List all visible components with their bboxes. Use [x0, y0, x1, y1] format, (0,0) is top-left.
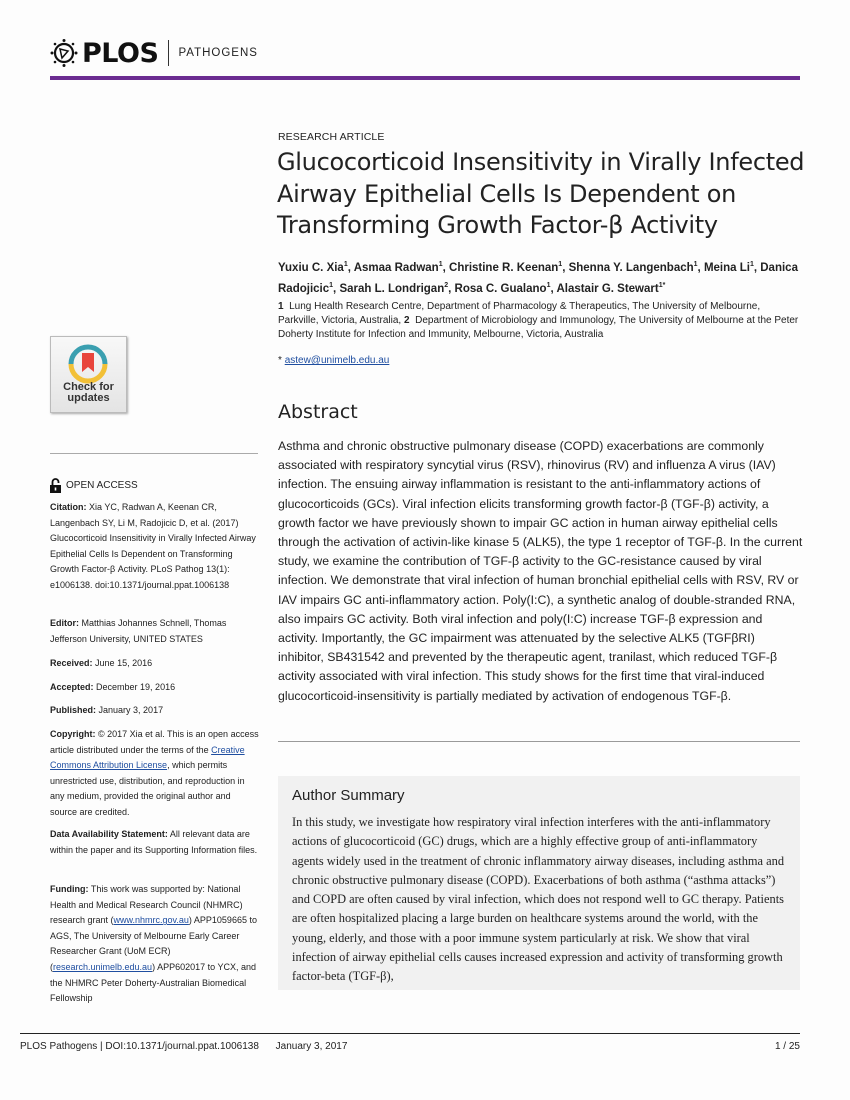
- author-name: Meina Li$^1$: [703, 261, 754, 274]
- sidebar-divider: [50, 453, 258, 454]
- license-link[interactable]: Creative Commons Attribution License: [50, 744, 245, 771]
- author-affiliation-marker: 1: [546, 281, 551, 289]
- author-name: Asmaa Radwan$^1$: [353, 261, 443, 274]
- published-label: Published:: [50, 705, 97, 715]
- logo-divider: [168, 40, 169, 66]
- accepted-label: Accepted:: [50, 682, 94, 692]
- affiliations: [278, 300, 803, 342]
- author-name: Sarah L. Londrigan$^2$: [339, 281, 449, 295]
- author-name: Shenna Y. Langenbach$^1$: [568, 261, 698, 274]
- citation-label: Citation:: [50, 502, 87, 512]
- nhmrc-link[interactable]: www.nhmrc.gov.au: [113, 915, 189, 926]
- data-availability-label: Data Availability Statement:: [50, 829, 168, 839]
- crossmark-icon: [66, 342, 110, 386]
- author-affiliation-marker: 1: [343, 261, 348, 268]
- unimelb-research-link[interactable]: research.unimelb.edu.au: [53, 961, 153, 972]
- copyright-text: © 2017 Xia et al. This is an open access article distributed under the terms of the: [50, 729, 259, 755]
- crossmark-label-2: updates: [67, 392, 110, 404]
- author-affiliation-marker: 1: [329, 281, 334, 289]
- funding: [50, 882, 260, 1007]
- copyright-text-end: , which permits unrestricted use, distribution, and reproduction in any medium, provided the original author and source are credited.: [50, 760, 245, 817]
- author-name: Rosa C. Gualano$^1$: [454, 281, 551, 295]
- header-rule: [50, 76, 800, 80]
- affiliation-number: 2: [403, 315, 410, 326]
- footer-rule: [20, 1033, 800, 1034]
- article-title: Glucocorticoid Insensitivity in Virally Infected Airway Epithelial Cells Is Dependent on Transforming Growth Factor-β Activity: [277, 148, 805, 239]
- author-affiliation-marker: 1: [558, 261, 563, 268]
- accepted-value: December 19, 2016: [96, 682, 176, 692]
- plos-logo-icon: [49, 38, 79, 68]
- affiliation-text: Lung Health Research Centre, Department of Pharmacology & Therapeutics, The University of Melbourne, Parkville, Victoria, Australia,: [278, 301, 761, 326]
- received-date: [50, 656, 260, 672]
- corresponding-marker: *: [278, 355, 282, 366]
- page-number: 1 / 25: [774, 1041, 800, 1052]
- author-name: Yuxiu C. Xia$^1$: [278, 261, 348, 274]
- author-name: Danica Radojicic$^1$: [278, 261, 798, 295]
- funding-text: ) APP602017 to YCX, and the NHMRC Peter Doherty-Australian Biomedical Fellowship: [50, 961, 256, 1004]
- author-affiliation-marker: 1*: [658, 281, 666, 289]
- author-affiliation-marker: 1: [693, 261, 698, 268]
- author-name: Christine R. Keenan$^1$: [449, 261, 563, 274]
- affiliation-number: 1: [278, 301, 284, 312]
- copyright-label: Copyright:: [50, 729, 96, 739]
- author-list: Yuxiu C. Xia$^1$, Asmaa Radwan$^1$, Christine R. Keenan$^1$, Shenna Y. Langenbach$^1$, Meina Li$^1$, Danica Radojicic$^1$, Sarah L. Londrigan$^2$, Rosa C. Gualano$^1$, Alastair G. Stewart$^{1*}$: [278, 261, 798, 295]
- author-affiliation-marker: 1: [438, 261, 443, 268]
- author-name: Alastair G. Stewart$^{1*}$: [556, 281, 666, 295]
- funding-label: Funding:: [50, 884, 89, 894]
- open-access-badge: [50, 478, 138, 493]
- accepted-date: [50, 680, 260, 696]
- data-availability: [50, 827, 260, 858]
- published-date: [50, 703, 260, 719]
- article-type: RESEARCH ARTICLE: [278, 131, 385, 143]
- author-summary-text: In this study, we investigate how respiratory viral infection interferes with the anti-inflammatory actions of glucocorticoid (GC) drugs, which are a highly effective group of anti-inflammatory agents widely used in the treatment of chronic inflammatory airway diseases, including asthma and chronic obstructive pulmonary disease (COPD). Exacerbations of both asthma (“asthma attacks”) and COPD are often caused by viral infection, which does not respond well to GC therapy. Patients are often hospitalized placing a large burden on healthcare systems around the world, with the young, elderly, and those with a poor immune system particularly at risk. We show that viral infection of airway epithelial cells causes increased expression and activity of transforming growth factor-beta (TGF-β),: [292, 815, 785, 984]
- citation: [50, 500, 260, 594]
- abstract-divider: [278, 741, 800, 742]
- footer-citation: [20, 1041, 347, 1052]
- email-link[interactable]: astew@unimelb.edu.au: [284, 355, 390, 366]
- author-summary-box: [278, 776, 800, 990]
- funding-text: ) APP1059665 to AGS, The University of Melbourne Early Career Researcher Grant (UoM ECR) (: [50, 915, 257, 972]
- copyright: [50, 727, 260, 821]
- received-label: Received:: [50, 658, 93, 668]
- published-value: January 3, 2017: [98, 705, 164, 715]
- footer-date: January 3, 2017: [275, 1041, 348, 1052]
- footer-journal-doi: PLOS Pathogens | DOI:10.1371/journal.ppat.1006138: [20, 1041, 259, 1052]
- check-for-updates-button[interactable]: [50, 336, 127, 413]
- abstract-text: Asthma and chronic obstructive pulmonary disease (COPD) exacerbations are commonly associated with respiratory syncytial virus (RSV), rhinovirus (RV) and influenza A virus (IAV) infection. The ensuing airway inflammation is resistant to the anti-inflammatory actions of glucocorticoids (GCs). Viral infection elicits transforming growth factor-β (TGF-β) activity, a growth factor we have previously shown to impair GC action in human airway epithelial cells through the activation of activin-like kinase 5 (ALK5), the type 1 receptor of TGF-β. In the current study, we examine the contribution of TGF-β activity to the GC-resistance caused by viral infection. We demonstrate that viral infection of human bronchial epithelial cells with RSV, RV or IAV impairs GC anti-inflammatory action. Poly(I:C), a synthetic analog of double-stranded RNA, also impairs GC activity. Both viral infection and poly(I:C) increase TGF-β expression and activity. Importantly, the GC impairment was attenuated by the selective ALK5 (TGFβRI) inhibitor, SB431542 and prevented by the therapeutic agent, tranilast, which reduced TGF-β activity associated with viral infection. This study shows for the first time that viral-induced glucocorticoid-insensitivity is partially mediated by activation of endogenous TGF-β.: [278, 439, 803, 703]
- received-value: June 15, 2016: [95, 658, 153, 668]
- crossmark-label-1: Check for: [63, 381, 114, 393]
- journal-name: PATHOGENS: [178, 47, 258, 59]
- journal-header: [49, 36, 258, 70]
- citation-text: Xia YC, Radwan A, Keenan CR, Langenbach SY, Li M, Radojicic D, et al. (2017) Glucocorticoid Insensitivity in Virally Infected Airway Epithelial Cells Is Dependent on Transforming Growth Factor-β Activity. PLoS Pathog 13(1): e1006138. doi:10.1371/journal.ppat.1006138: [50, 502, 256, 590]
- corresponding-email: [278, 355, 389, 366]
- author-affiliation-marker: 2: [444, 281, 449, 289]
- plos-wordmark: PLOS: [82, 37, 159, 69]
- data-availability-text: All relevant data are within the paper and its Supporting Information files.: [50, 829, 258, 855]
- affiliation-text: Department of Microbiology and Immunology, The University of Melbourne at the Peter Doherty Institute for Infection and Immunity, Melbourne, Victoria, Australia: [278, 315, 799, 340]
- open-lock-icon: [50, 478, 61, 493]
- open-access-label: OPEN ACCESS: [66, 480, 138, 491]
- editor: [50, 616, 260, 647]
- author-affiliation-marker: 1: [749, 261, 754, 268]
- editor-label: Editor:: [50, 618, 79, 628]
- author-summary-heading: Author Summary: [292, 787, 405, 804]
- editor-text: Matthias Johannes Schnell, Thomas Jefferson University, UNITED STATES: [50, 618, 227, 644]
- abstract-heading: Abstract: [278, 401, 358, 423]
- funding-text: This work was supported by: National Health and Medical Research Council (NHMRC) research grant (: [50, 884, 243, 926]
